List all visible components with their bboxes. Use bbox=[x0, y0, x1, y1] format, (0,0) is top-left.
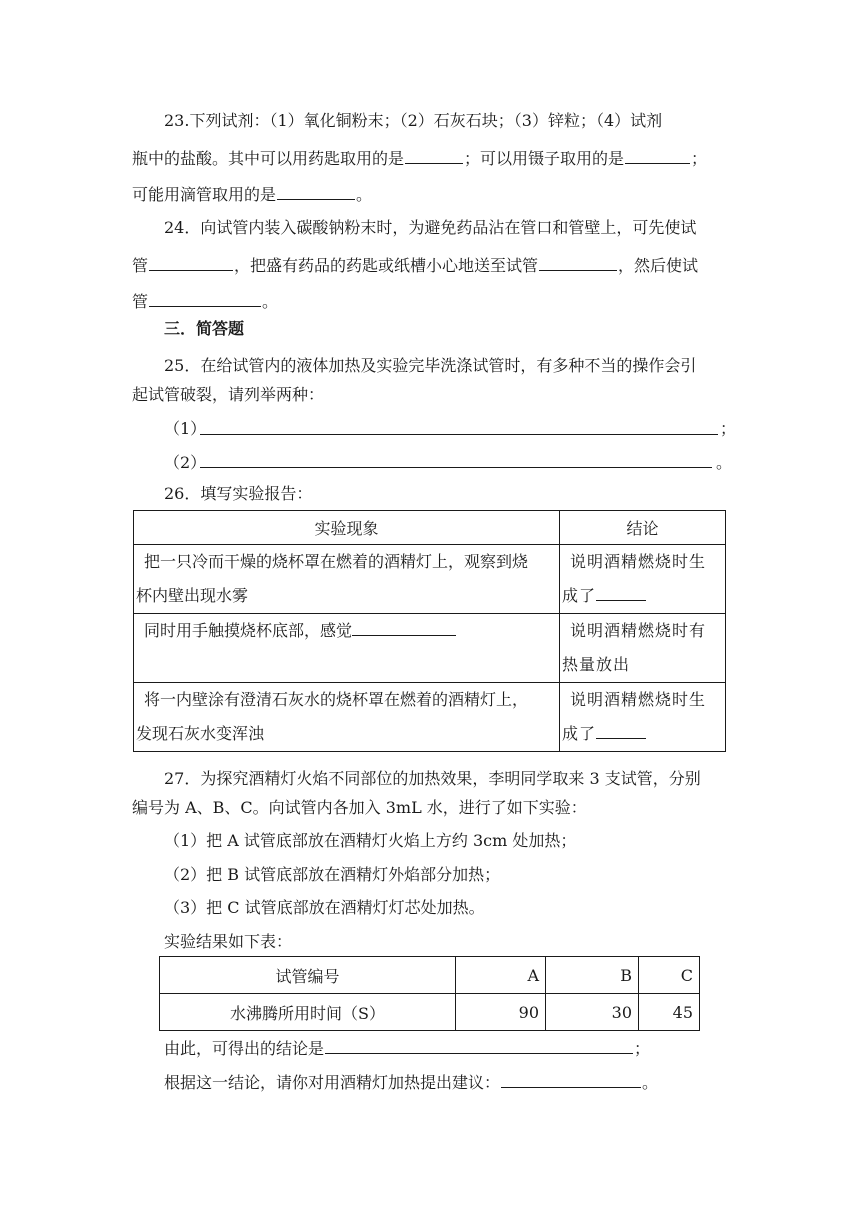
table-row bbox=[160, 994, 700, 1031]
answer-blank[interactable] bbox=[596, 721, 646, 739]
q25-item2-end: 。 bbox=[716, 453, 733, 472]
q25-item1-end: ； bbox=[720, 419, 737, 438]
value-tube-c: 45 bbox=[639, 994, 700, 1031]
experiment-report-table bbox=[133, 510, 726, 752]
q25-text: 起试管破裂，请列举两种： bbox=[132, 385, 325, 404]
answer-blank[interactable] bbox=[405, 146, 463, 164]
q27-step1: （1）把 A 试管底部放在酒精灯火焰上方约 3cm 处加热； bbox=[164, 831, 577, 850]
section-title: 三．简答题 bbox=[164, 319, 245, 338]
cell-line: 说明酒精燃烧时生 bbox=[570, 552, 707, 571]
q23-text: 瓶中的盐酸。其中可以用药匙取用的是 bbox=[132, 149, 405, 168]
answer-blank[interactable] bbox=[149, 289, 261, 307]
cell-line: 热量放出 bbox=[562, 655, 631, 674]
q24-text: 。 bbox=[262, 292, 279, 311]
phenomenon-cell bbox=[134, 683, 560, 752]
cell-line: 说明酒精燃烧时生 bbox=[570, 690, 707, 709]
cell-line: 发现石灰水变浑浊 bbox=[136, 724, 265, 743]
q24-text: ，把盛有药品的药匙或纸槽小心地送至试管 bbox=[234, 256, 539, 275]
answer-blank[interactable] bbox=[596, 583, 646, 601]
q24-text: ，然后使试 bbox=[618, 256, 699, 275]
cell-line: 同时用手触摸烧杯底部，感觉 bbox=[144, 621, 353, 640]
answer-line[interactable] bbox=[200, 434, 718, 435]
q27-suggestion bbox=[164, 1070, 658, 1094]
table-row bbox=[134, 545, 726, 614]
q27-conclusion bbox=[164, 1036, 650, 1060]
header-tube-number: 试管编号 bbox=[160, 957, 456, 994]
header-tube-a: A bbox=[456, 957, 546, 994]
header-conclusion: 结论 bbox=[560, 511, 726, 545]
q27-line2 bbox=[132, 797, 587, 819]
phenomenon-cell bbox=[134, 545, 560, 614]
q23-text: ；可以用镊子取用的是 bbox=[464, 149, 625, 168]
answer-blank[interactable] bbox=[539, 253, 617, 271]
q27-text: 根据这一结论，请你对用酒精灯加热提出建议： bbox=[164, 1073, 501, 1092]
q27-text: 。 bbox=[642, 1073, 659, 1092]
q27-step3: （3）把 C 试管底部放在酒精灯灯芯处加热。 bbox=[164, 898, 485, 917]
q24-line3 bbox=[132, 289, 278, 313]
cell-line: 杯内壁出现水雾 bbox=[136, 586, 249, 605]
q26-title: 26．填写实验报告： bbox=[164, 484, 313, 503]
table-header-row bbox=[134, 511, 726, 545]
cell-line: 把一只冷而干燥的烧杯罩在燃着的酒精灯上，观察到烧 bbox=[144, 552, 529, 571]
q27-text: 由此，可得出的结论是 bbox=[164, 1039, 325, 1058]
q23-text: 23.下列试剂：（1）氧化铜粉末；（2）石灰石块；（3）锌粒；（4）试剂 bbox=[164, 111, 663, 130]
answer-blank[interactable] bbox=[352, 618, 456, 636]
q23-line1 bbox=[164, 110, 662, 132]
header-tube-b: B bbox=[546, 957, 639, 994]
q25-line1 bbox=[164, 355, 696, 377]
q23-text: 。 bbox=[356, 185, 373, 204]
table-header-row bbox=[160, 957, 700, 994]
q24-text: 管 bbox=[132, 292, 149, 311]
q27-text: 编号为 A、B、C。向试管内各加入 3mL 水，进行了如下实验： bbox=[132, 798, 587, 817]
q24-text: 管 bbox=[132, 256, 149, 275]
q24-line2 bbox=[132, 253, 698, 277]
q27-line1 bbox=[164, 768, 701, 790]
answer-blank[interactable] bbox=[325, 1036, 633, 1054]
q27-text: ； bbox=[634, 1039, 651, 1058]
answer-blank[interactable] bbox=[501, 1070, 641, 1088]
q27-text: 27．为探究酒精灯火焰不同部位的加热效果，李明同学取来 3 支试管，分别 bbox=[164, 769, 701, 788]
cell-line: 说明酒精燃烧时有 bbox=[570, 621, 707, 640]
q27-result-intro: 实验结果如下表： bbox=[164, 932, 293, 951]
header-tube-c: C bbox=[639, 957, 700, 994]
table-row bbox=[134, 614, 726, 683]
q25-line2 bbox=[132, 384, 324, 406]
answer-blank[interactable] bbox=[149, 253, 233, 271]
row-label-boil-time: 水沸腾所用时间（S） bbox=[160, 994, 456, 1031]
q25-item2-label: （2） bbox=[164, 453, 207, 472]
header-phenomenon: 实验现象 bbox=[134, 511, 560, 545]
table-row bbox=[134, 683, 726, 752]
cell-line: 成了 bbox=[562, 724, 597, 743]
value-tube-a: 90 bbox=[456, 994, 546, 1031]
q23-text: ； bbox=[691, 149, 708, 168]
value-tube-b: 30 bbox=[546, 994, 639, 1031]
conclusion-cell bbox=[560, 683, 726, 752]
answer-blank[interactable] bbox=[625, 146, 690, 164]
q24-line1 bbox=[164, 217, 696, 239]
q23-line3 bbox=[132, 182, 372, 206]
q24-text: 24．向试管内装入碳酸钠粉末时，为避免药品沾在管口和管壁上，可先使试 bbox=[164, 218, 697, 237]
q25-text: 25．在给试管内的液体加热及实验完毕洗涤试管时，有多种不当的操作会引 bbox=[164, 356, 697, 375]
phenomenon-cell bbox=[134, 614, 560, 683]
q23-line2 bbox=[132, 146, 707, 170]
conclusion-cell bbox=[560, 614, 726, 683]
cell-line: 成了 bbox=[562, 586, 597, 605]
answer-blank[interactable] bbox=[277, 182, 355, 200]
q25-item1-label: （1） bbox=[164, 419, 207, 438]
answer-line[interactable] bbox=[200, 467, 712, 468]
q23-text: 可能用滴管取用的是 bbox=[132, 185, 277, 204]
cell-line: 将一内壁涂有澄清石灰水的烧杯罩在燃着的酒精灯上， bbox=[144, 690, 529, 709]
results-table bbox=[159, 956, 700, 1031]
q27-step2: （2）把 B 试管底部放在酒精灯外焰部分加热； bbox=[164, 865, 501, 884]
conclusion-cell bbox=[560, 545, 726, 614]
